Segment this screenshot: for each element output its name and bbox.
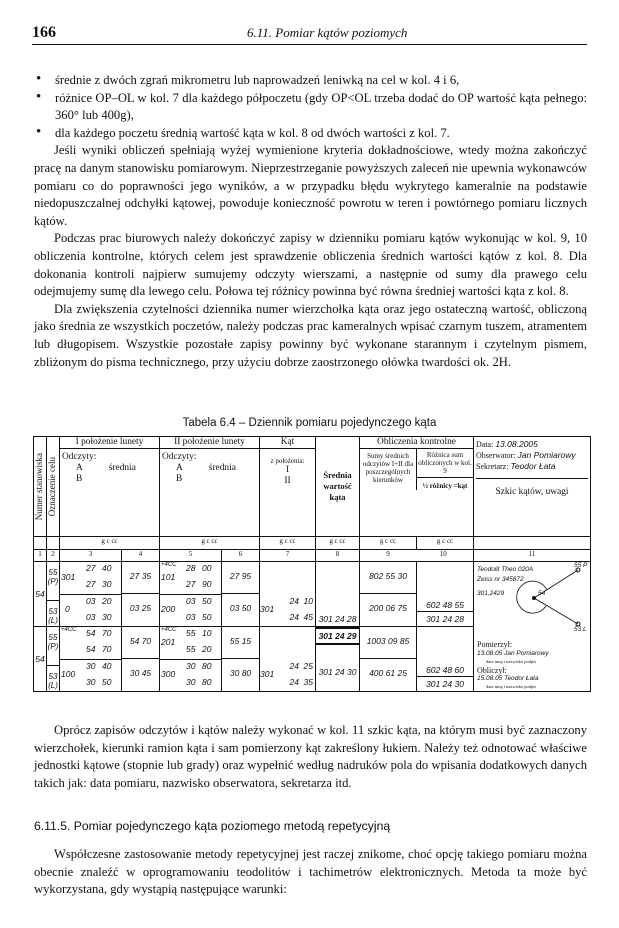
station-cell: 54 [34, 562, 47, 627]
sketch-cell: Teodolit Theo 020A Zeiss nr 345872 55 P 301,2429 54 53 L Pomierzył: 13.08.05 Jan Pomiarowy data imię i nazwisko podpis Obliczył: 15.08.05 Teodor Łata data imię i nazwisko podpis [474, 562, 591, 692]
bullet-list-block [34, 72, 587, 371]
units-row: g c cc [60, 537, 160, 550]
target-header: Oznaczenie celu [47, 437, 60, 537]
pos1-header: I położenie lunety Odczyty: A średnia B [60, 437, 160, 537]
table-row: 54 55 (P) 53 (L) 301 27 40 27 30 0 03 20 03 30 27 35 03 25 +4CC 101 28 00 27 90 200 03 50 03 50 27 95 03 50 24 10 301 24 45 301 24 28 802 55 30 200 06 75 602 48 55 301 24 28 Teodolit Theo 020A Zeiss nr 345872 55 P 301,2429 54 53 L Pomierzył: 13.08.05 Jan Pomiarowy data imię i nazwisko podpis Obliczył: 15.08.05 Teodor Łata data imię i nazwisko podpis [34, 562, 591, 627]
after-table-block [34, 722, 587, 792]
paragraph: Dla zwiększenia czytelności dziennika numer wierzchołka kąta oraz jego ostateczną wartość, obliczoną jako średnia ze wszystkich poczetów, należy podczas prac kameralnych wpisać czarnym tuszem, atramentem lub długopisem. Wszystkie pozostałe zapisy powinny być wykonane starannym i czytelnym pismem, zbliżonym do pisma technicznego, przy użyciu dobrze zaostrzonego ołówka twardości ok. 2H. [34, 301, 587, 369]
paragraph: Jeśli wyniki obliczeń spełniają wyżej wymienione kryteria dokładnościowe, wtedy można zakończyć pracę na danym stanowisku pomiarowym. Nieprzestrzeganie powyższych zaleceń nie upewnia wykonawców pomiaru co do poprawności jego wyników, a w przypadku błędu wykrytego kameralnie na podstawie niedopuszczalnej odchyłki kątowej, powoduje konieczność powrotu w teren i powtórnego pomiaru licznych kątów. [34, 143, 587, 228]
bullet-item: • dla każdego poczetu średnią wartość kąta w kol. 8 od dwóch wartości z kol. 7. [34, 125, 587, 143]
pos2-header: II położenie lunety Odczyty: A średnia B [160, 437, 260, 537]
angle-cell: 24 25 301 24 35 [260, 627, 316, 692]
page-number: 166 [32, 24, 56, 41]
station-cell: 54 [34, 627, 47, 692]
control-calc-header: Obliczenia kontrolne Sumy średnich odczytów I+II dla poszczególnych kierunków Różnica sum obliczonych w kol. 9 ½ różnicy =kąt [360, 437, 474, 537]
mean-angle-cell: 301 24 28 [316, 562, 360, 627]
mean-angle-cell: 301 24 29 301 24 30 [316, 627, 360, 692]
station-header: Numer stanowiska [34, 437, 47, 537]
paragraph: Oprócz zapisów odczytów i kątów należy wykonać w kol. 11 szkic kąta, na którym musi być zaznaczony wierzchołek, kierunki ramion kąta i sam pomierzony kąt zakreślony łukiem. Należy też odnotować właściwe jednostki kątowe (stopnie lub grady) oraz wypełnić według nadruków pola do wpisania dodatkowych danych takich jak: data pomiaru, nazwisko obserwatora, sekretarza itd. [34, 723, 587, 790]
paragraph: Podczas prac biurowych należy dokończyć zapisy w dzienniku pomiaru kątów wykonując w kol. 9, 10 obliczenia kontrolne, których celem jest sprawdzenie obliczenia średnich wartości kątów z kol. 8. Dla dokonania kontroli najpierw sumujemy odczyty wierszami, a następnie od sumy dla prawego celu odejmujemy sumę dla lewego celu. Połowa tej różnicy powinna być równa średniej wartości kąta z kol. 8. [34, 231, 587, 299]
running-head: 6.11. Pomiar kątów poziomych [247, 25, 408, 40]
angle-cell: 24 10 301 24 45 [260, 562, 316, 627]
mean-angle-header: Średnia wartość kąta [316, 437, 360, 537]
column-numbers-row: 1 2 3 4 5 6 7 8 9 10 11 [34, 550, 591, 562]
table-row: 54 55 (P) 53 (L) +4CC 54 70 54 70 100 30 40 30 50 54 70 30 45 +4CC 201 55 10 55 20 300 30 80 30 80 55 15 30 80 24 25 301 24 35 301 24 29 301 24 30 1003 09 85 400 61 25 602 48 60 301 24 30 [34, 627, 591, 692]
overall-mean: 301 24 29 [316, 627, 359, 645]
section-heading: 6.11.5. Pomiar pojedynczego kąta poziomego metodą repetycyjną [34, 819, 391, 833]
survey-table [33, 436, 591, 692]
final-block [34, 846, 587, 899]
page-header [32, 22, 587, 45]
bullet-item: • różnice OP–OL w kol. 7 dla każdego półpoczetu (gdy OP<OL trzeba dodać do OP wartość kąta pełnego: 360° lub 400g), [34, 90, 587, 125]
bullet-list [34, 72, 587, 142]
bullet-item: • średnie z dwóch zgrań mikrometru lub naprowadzeń leniwką na cel w kol. 4 i 6, [34, 72, 587, 90]
meta-header: Data: 13.08.2005 Obserwator: Jan Pomiarowy Sekretarz: Teodor Łata Szkic kątów, uwagi [474, 437, 591, 537]
table-caption: Tabela 6.4 – Dziennik pomiaru pojedynczego kąta [182, 417, 437, 429]
angle-log-table: Numer stanowiska Oznaczenie celu I położenie lunety Odczyty: A średnia B II położenie lunety Odczyty: A średnia B Kąt z położenia: I II Średnia wartość kąta Obliczenia kontrolne Sumy średnich odczytów I+II dla poszczególnych kierunków Różnica sum obliczonych w kol. 9 ½ różnicy =kąt Data: 13.08.2005 Obserwator: Jan Pomiarowy Sekretarz: Teodor Łata Szkic kątów, uwagi g c cc g c cc g c cc g c cc g c cc g c cc 1 2 3 4 5 6 7 8 9 10 11 54 55 (P) 53 (L) 301 27 40 27 30 0 03 20 03 30 27 35 03 25 +4CC 101 28 00 27 90 200 03 50 03 50 27 95 03 50 24 10 301 24 45 301 24 28 802 55 30 200 06 75 602 48 55 301 24 28 Teodolit Theo 020A Zeiss nr 345872 55 P 301,2429 54 53 L Pomierzył: 13.08.05 Jan Pomiarowy data imię i nazwisko podpis Obliczył: 15.08.05 Teodor Łata data imię i nazwisko podpis 54 55 (P) 53 (L) +4CC 54 70 54 70 100 30 40 30 50 54 70 30 45 +4CC 201 55 10 55 20 300 30 80 30 80 55 15 30 80 24 25 301 24 35 301 24 29 301 24 30 1003 09 85 400 61 25 602 48 60 301 24 30 [33, 436, 591, 692]
paragraph: Współczesne zastosowanie metody repetycyjnej jest raczej znikome, choć opcję takiego pomiaru można obecnie znaleźć w oprogramowaniu teodolitów i tachimetrów elektronicznych. Metoda ta może być wykorzystana, gdy wystąpią następujące warunki: [34, 847, 587, 897]
angle-header: Kąt z położenia: I II [260, 437, 316, 537]
